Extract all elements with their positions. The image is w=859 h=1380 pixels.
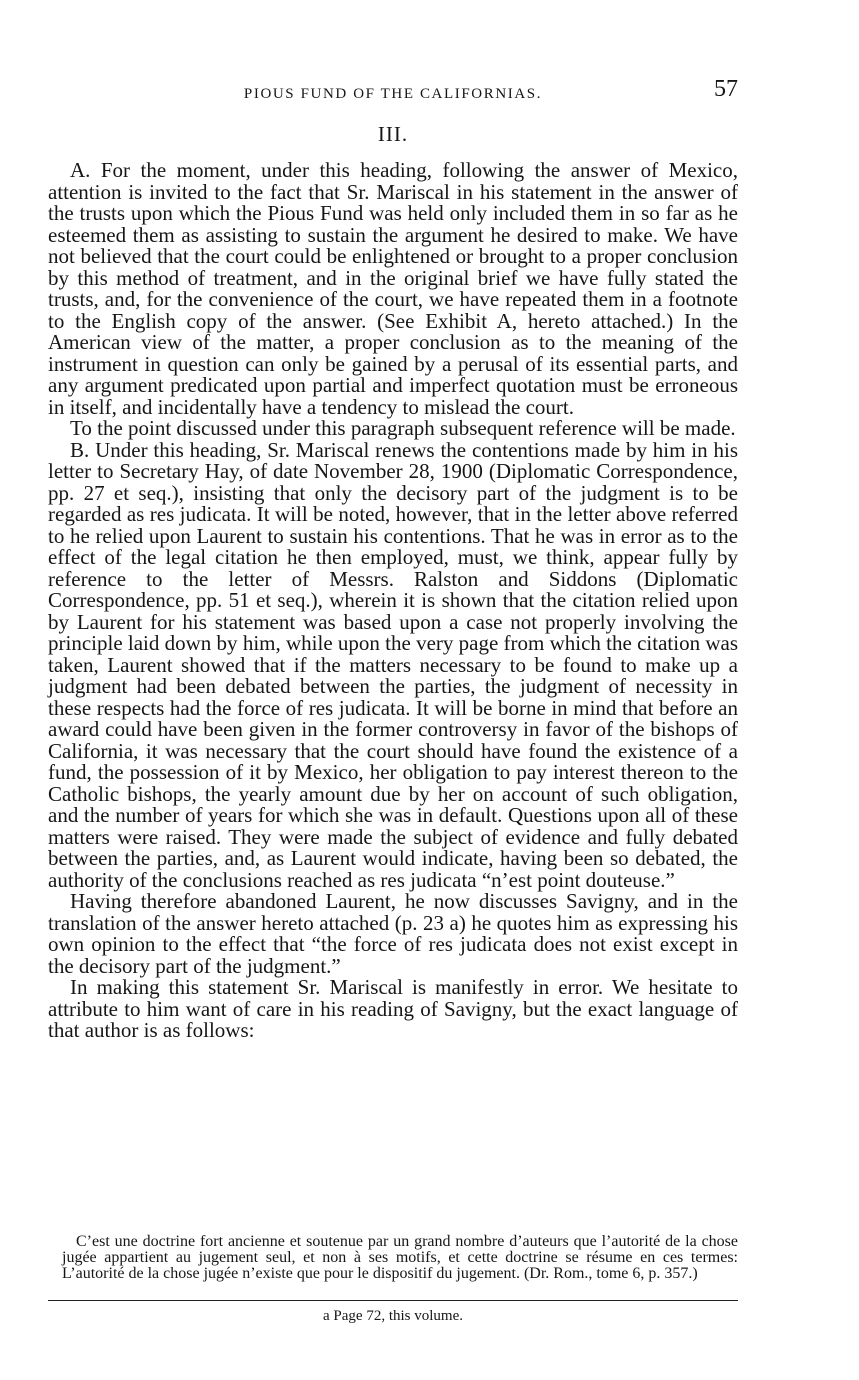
section-heading: III. [377, 122, 409, 146]
body-text [48, 160, 738, 1042]
paragraph-error: In making this statement Sr. Mariscal is manifestly in error. We hesitate to attribute to him want of care in his reading of Savigny, but the exact language of that author is as follows: [48, 975, 738, 1042]
paragraph-b: B. Under this heading, Sr. Mariscal renews the contentions made by him in his letter to Secretary Hay, of date November 28, 1900 (Diplomatic Correspondence, pp. 27 et seq.), insisting that only the decisory part of the judgment is to be regarded as res judicata. It will be noted, however, that in the letter above referred to he relied upon Laurent to sustain his contentions. That he was in error as to the effect of the legal citation he then employed, must, we think, appear fully by reference to the letter of Messrs. Ralston and Siddons (Diplomatic Correspondence, pp. 51 et seq.), wherein it is shown that the citation relied upon by Laurent for his statement was based upon a case not properly involving the principle laid down by him, while upon the very page from which the citation was taken, Laurent showed that if the matters necessary to be found to make up a judgment had been debated between the parties, the judgment of necessity in these respects had the force of res judicata. It will be borne in mind that before an award could have been given in the former controversy in favor of the bishops of California, it was necessary that the court should have found the existence of a fund, the possession of it by Mexico, her obligation to pay interest thereon to the Catholic bishops, the yearly amount due by her on account of such obligation, and the number of years for which she was in default. Questions upon all of these matters were raised. They were made the subject of evidence and fully debated between the parties, and, as Laurent would indicate, having been so debated, the authority of the conclusions reached as res judicata “n’est point douteuse.” [48, 437, 738, 892]
french-quotation: C’est une doctrine fort ancienne et soutenue par un grand nombre d’auteurs que l’autorité de la chose jugée appartient au jugement seul, et non à ses motifs, et cette doctrine se résume en ces termes: L’autorité de la chose jugée n’existe que pour le dispositif du jugement. (Dr. Rom., tome 6, p. 357.) [62, 1233, 738, 1282]
paragraph-a: A. For the moment, under this heading, following the answer of Mexico, attention is invited to the fact that Sr. Mariscal in his statement in the answer of the trusts upon which the Pious Fund was held only included them in so far as he esteemed them as assisting to sustain the argument he desired to make. We have not believed that the court could be enlightened or brought to a proper conclusion by this method of treatment, and in the original brief we have fully stated the trusts, and, for the convenience of the court, we have repeated them in a footnote to the English copy of the answer. (See Exhibit A, hereto attached.) In the American view of the matter, a proper conclusion as to the meaning of the instrument in question can only be gained by a perusal of its essential parts, and any argument predicated upon partial and imperfect quotation must be erroneous in itself, and incidentally have a tendency to mislead the court. [48, 158, 738, 419]
footnote: a Page 72, this volume. [323, 1308, 463, 1324]
paragraph-savigny: Having therefore abandoned Laurent, he now discusses Savigny, and in the translation of the answer hereto attached (p. 23 a) he quotes him as expressing his own opinion to the effect that “the force of res judicata does not exist except in the decisory part of the judgment.” [48, 889, 738, 978]
paragraph-reference-note: To the point discussed under this paragraph subsequent reference will be made. [70, 416, 736, 440]
page-number: 57 [714, 76, 738, 102]
footnote-rule [48, 1300, 738, 1301]
running-head [48, 76, 738, 108]
running-title: PIOUS FUND OF THE CALIFORNIAS. [243, 86, 543, 102]
